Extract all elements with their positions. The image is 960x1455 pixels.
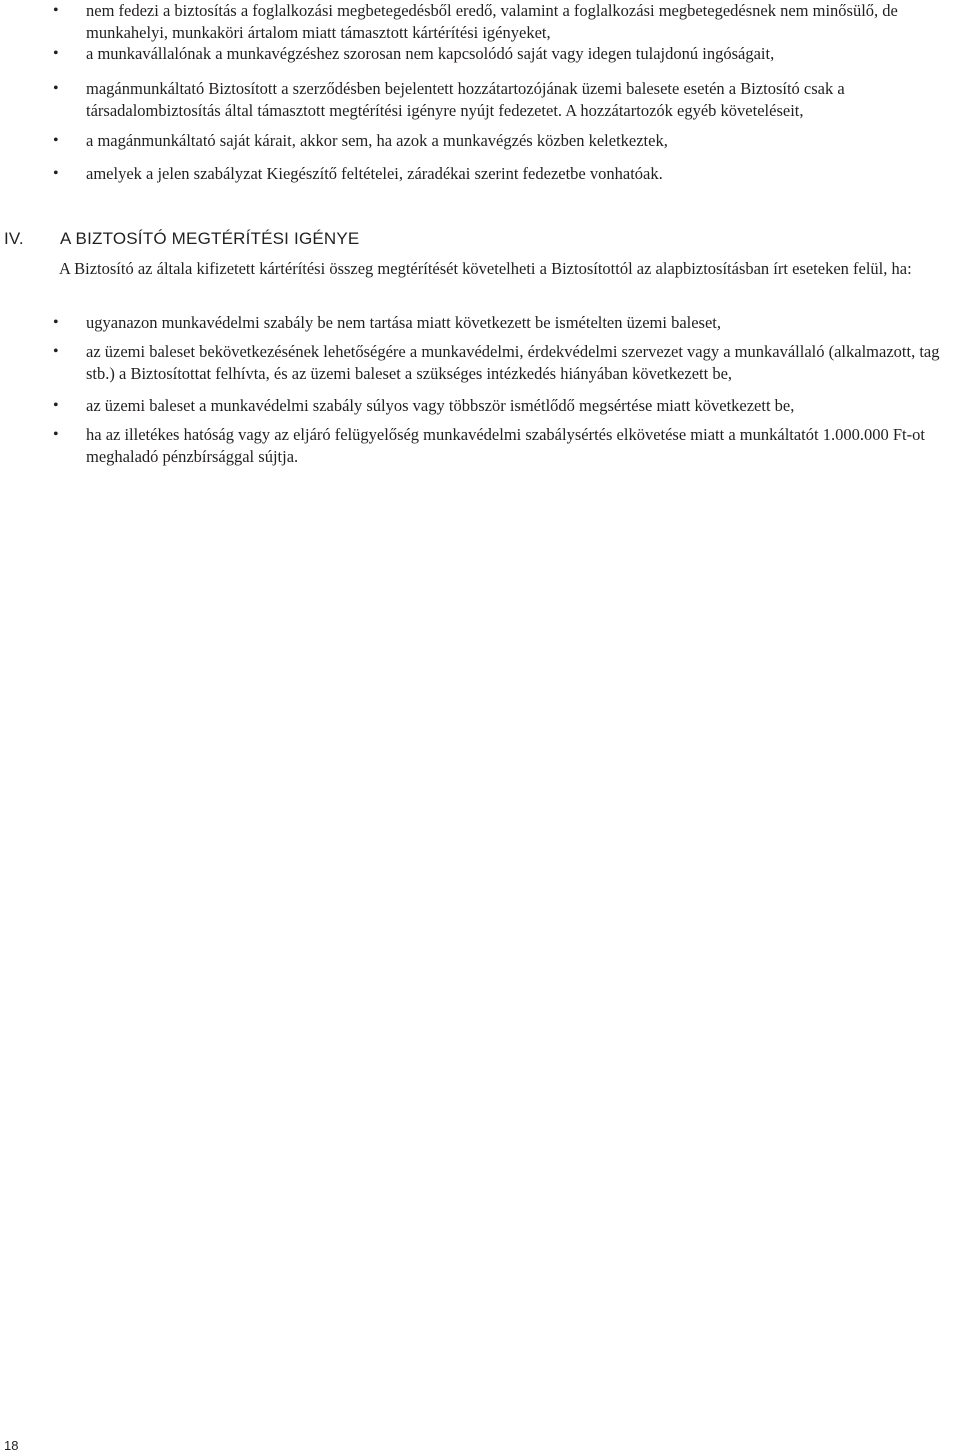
bullet-icon: •: [53, 426, 59, 443]
list-item: [53, 395, 958, 417]
page-number: 18: [4, 1438, 19, 1453]
bullet-icon: •: [53, 45, 59, 62]
list-item: [53, 341, 958, 385]
list-item-text: a magánmunkáltató saját kárait, akkor sem, ha azok a munkavégzés közben keletkeztek,: [86, 131, 668, 150]
list-item: [53, 312, 958, 334]
bullet-icon: •: [53, 314, 59, 331]
list-item-text: az üzemi baleset a munkavédelmi szabály súlyos vagy többször ismétlődő megsértése miatt következett be,: [86, 396, 795, 415]
section-heading: [4, 227, 904, 251]
section-title: A BIZTOSÍTÓ MEGTÉRÍTÉSI IGÉNYE: [60, 229, 360, 248]
list-item: [53, 130, 958, 152]
list-item-text: amelyek a jelen szabályzat Kiegészítő feltételei, záradékai szerint fedezetbe vonhatóak.: [86, 164, 663, 183]
list-item-text: a munkavállalónak a munkavégzéshez szorosan nem kapcsolódó saját vagy idegen tulajdonú ingóságait,: [86, 44, 775, 63]
list-item: [53, 0, 958, 44]
bullet-icon: •: [53, 132, 59, 149]
list-item-text: az üzemi baleset bekövetkezésének lehetőségére a munkavédelmi, érdekvédelmi szervezet vagy a munkavállaló (alkalmazott, tag stb.) a Biztosítottat felhívta, és az üzemi baleset a szükséges intézkedés hiányában következett be,: [86, 342, 940, 383]
list-item: [53, 78, 958, 122]
section-intro-paragraph: A Biztosító az általa kifizetett kártérítési összeg megtérítését követelheti a Biztosítottól az alapbiztosításban írt eseteken felül, ha:: [59, 259, 912, 278]
bullet-icon: •: [53, 80, 59, 97]
bullet-icon: •: [53, 165, 59, 182]
bullet-icon: •: [53, 2, 59, 19]
bullet-icon: •: [53, 397, 59, 414]
list-item: [53, 43, 958, 65]
list-item-text: magánmunkáltató Biztosított a szerződésben bejelentett hozzátartozójának üzemi balesete esetén a Biztosító csak a társadalombiztosítás által támasztott megtérítési igényre nyújt fedezetet. A hozzátartozók egyéb követeléseit,: [86, 79, 845, 120]
section-number: IV.: [4, 229, 24, 248]
list-item-text: ha az illetékes hatóság vagy az eljáró felügyelőség munkavédelmi szabálysértés elkövetése miatt a munkáltatót 1.000.000 Ft-ot meghaladó pénzbírsággal sújtja.: [86, 425, 925, 466]
list-item-text: ugyanazon munkavédelmi szabály be nem tartása miatt következett be ismételten üzemi baleset,: [86, 313, 722, 332]
bullet-icon: •: [53, 343, 59, 360]
list-item-text: nem fedezi a biztosítás a foglalkozási megbetegedésből eredő, valamint a foglalkozási megbetegedésnek nem minősülő, de munkahelyi, munkaköri ártalom miatt támasztott kártérítési igényeket,: [86, 1, 898, 42]
list-item: [53, 163, 958, 185]
list-item: [53, 424, 958, 468]
